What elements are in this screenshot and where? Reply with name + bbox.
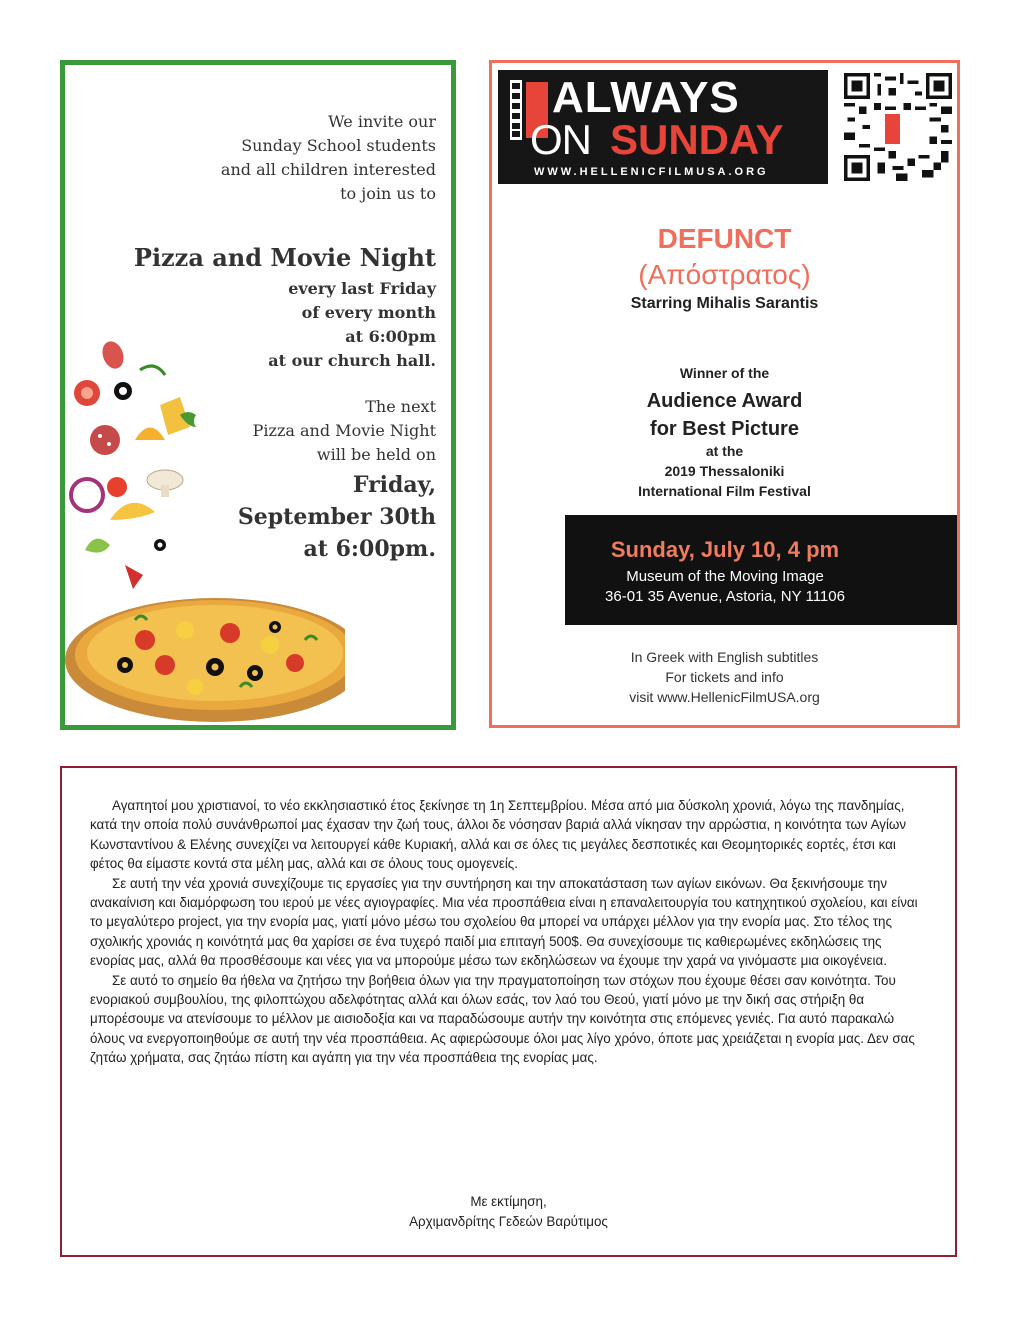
event-details-box — [565, 515, 957, 625]
always-on-sunday-logo — [498, 70, 828, 184]
schedule-text: every last Friday of every month at 6:00pm at our church hall. — [268, 279, 436, 370]
pizza-illustration — [65, 315, 345, 725]
event-date: Sunday, July 10, 4 pm — [610, 537, 840, 562]
award-title: Audience Award for Best Picture — [646, 390, 803, 440]
pastoral-letter — [60, 766, 957, 1257]
letter-paragraph: Αγαπητοί μου χριστιανοί, το νέο εκκλησιαστικό έτος ξεκίνησε τη 1η Σεπτεμβρίου. Μέσα από μια δύσκολη χρονιά, λόγω της πανδημίας, κατά την οποία πολύ συνάνθρωποί μας έχασαν την ζωή τους, άλλοι δε νόσησαν βαριά αλλά νίκησαν την αρρώστια, η κοινότητα των Αγίων Κωνσταντίνου & Ελένης συνεχίζει να λειτουργεί κάθε Κυριακή, αλλά και σε όλες τις μεγάλες δεσποτικές και Θεομητορικές εορτές, έτσι και φέτος θα είμαστε κοντά στα μέλη μας, αλλά και σε όλους τους ομογενείς. — [90, 798, 907, 872]
logo-on: ON — [530, 116, 591, 163]
logo-url: WWW.HELLENICFILMUSA.ORG — [534, 166, 769, 178]
ticket-info: In Greek with English subtitles For tickets and info visit www.HellenicFilmUSA.org — [629, 649, 820, 705]
letter-paragraph: Σε αυτό το σημείο θα ήθελα να ζητήσω την βοήθεια όλων για την πραγματοποίηση των στόχων που έχουμε θέσει σαν κοινότητα. Του ενοριακού συμβουλίου, της φιλοπτώχου αδελφότητας αλλά και όλων εσάς, τον λαό του Θεού, γιατί μόνο με την δική σας στήριξη θα μπορέσουμε να ατενίσουμε το μέλλον με αισιοδοξία και να παραδώσουμε αυτήν την κοινότητα στις επόμενες γενιές. Για αυτό παρακαλώ όλους να ενεργοποιηθούμε σε αυτή την νέα προσπάθεια. Ας αφιερώσουμε όλοι μας λίγο χρόνο, όποτε μας χρειάζεται η ενορία μας. Δεν σας ζητάω χρήματα, σας ζητάω πίστη και αγάπη για την νέα προσπάθεια της ενορίας μας. — [90, 972, 915, 1066]
next-event-intro: The next Pizza and Movie Night will be held on — [252, 397, 436, 464]
award-winner-text: Winner of the — [679, 365, 770, 381]
falling-toppings — [71, 338, 196, 589]
logo-sunday: SUNDAY — [610, 116, 784, 163]
film-event-flyer — [489, 60, 960, 728]
letter-closing: Με εκτίμηση, — [470, 1194, 547, 1209]
logo-always: ALWAYS — [552, 73, 740, 122]
pizza — [65, 598, 345, 722]
letter-signature: Αρχιμανδρίτης Γεδεών Βαρύτιμος — [409, 1214, 608, 1229]
award-festival: at the 2019 Thessaloniki International Film Festival — [638, 443, 811, 499]
letter-sign-off — [62, 1192, 955, 1232]
flyer-title: Pizza and Movie Night — [133, 243, 436, 272]
next-event-date: Friday, September 30th at 6:00pm. — [237, 472, 436, 562]
letter-paragraph: Σε αυτή την νέα χρονιά συνεχίζουμε τις εργασίες για την συντήρηση και την αποκατάσταση των αγίων εικόνων. Θα ξεκινήσουμε την ανακαίνιση και διαμόρφωση του ιερού με νέες αγιογραφίες. Μια νέα προσπάθεια είναι η επαναλειτουργία του κατηχητικού σχολείου, και είναι το μεγαλύτερο project, για την ενορία μας, γιατί μόνο μέσω του σχολείου θα μπορεί να υπάρχει μέλλον για την ενορία μας. Στο τέλος της σχολικής χρονιάς η κοινότητά μας θα χαρίσει σε ένα τυχερό παιδί μια επιταγή 500$. Θα συνεχίσουμε τις καθιερωμένες εκδηλώσεις της ενορίας μας, αλλά θα προσθέσουμε και νέες για να μπορούμε μέσω των εκδηλώσεων να έχουμε την χαρά να γινόμαστε μια οικογένεια. — [90, 875, 918, 969]
pizza-movie-flyer — [60, 60, 456, 730]
starring-text: Starring Mihalis Sarantis — [630, 295, 819, 312]
film-title-greek: (Απόστρατος) — [638, 259, 811, 290]
event-venue: Museum of the Moving Image 36-01 35 Avenue, Astoria, NY 11106 — [605, 568, 845, 605]
film-title: DEFUNCT — [657, 223, 792, 254]
film-strip-icon — [510, 80, 522, 140]
qr-code — [844, 71, 952, 183]
invite-text: We invite our Sunday School students and all children interested to join us to — [220, 112, 436, 203]
letter-body — [90, 796, 920, 1068]
